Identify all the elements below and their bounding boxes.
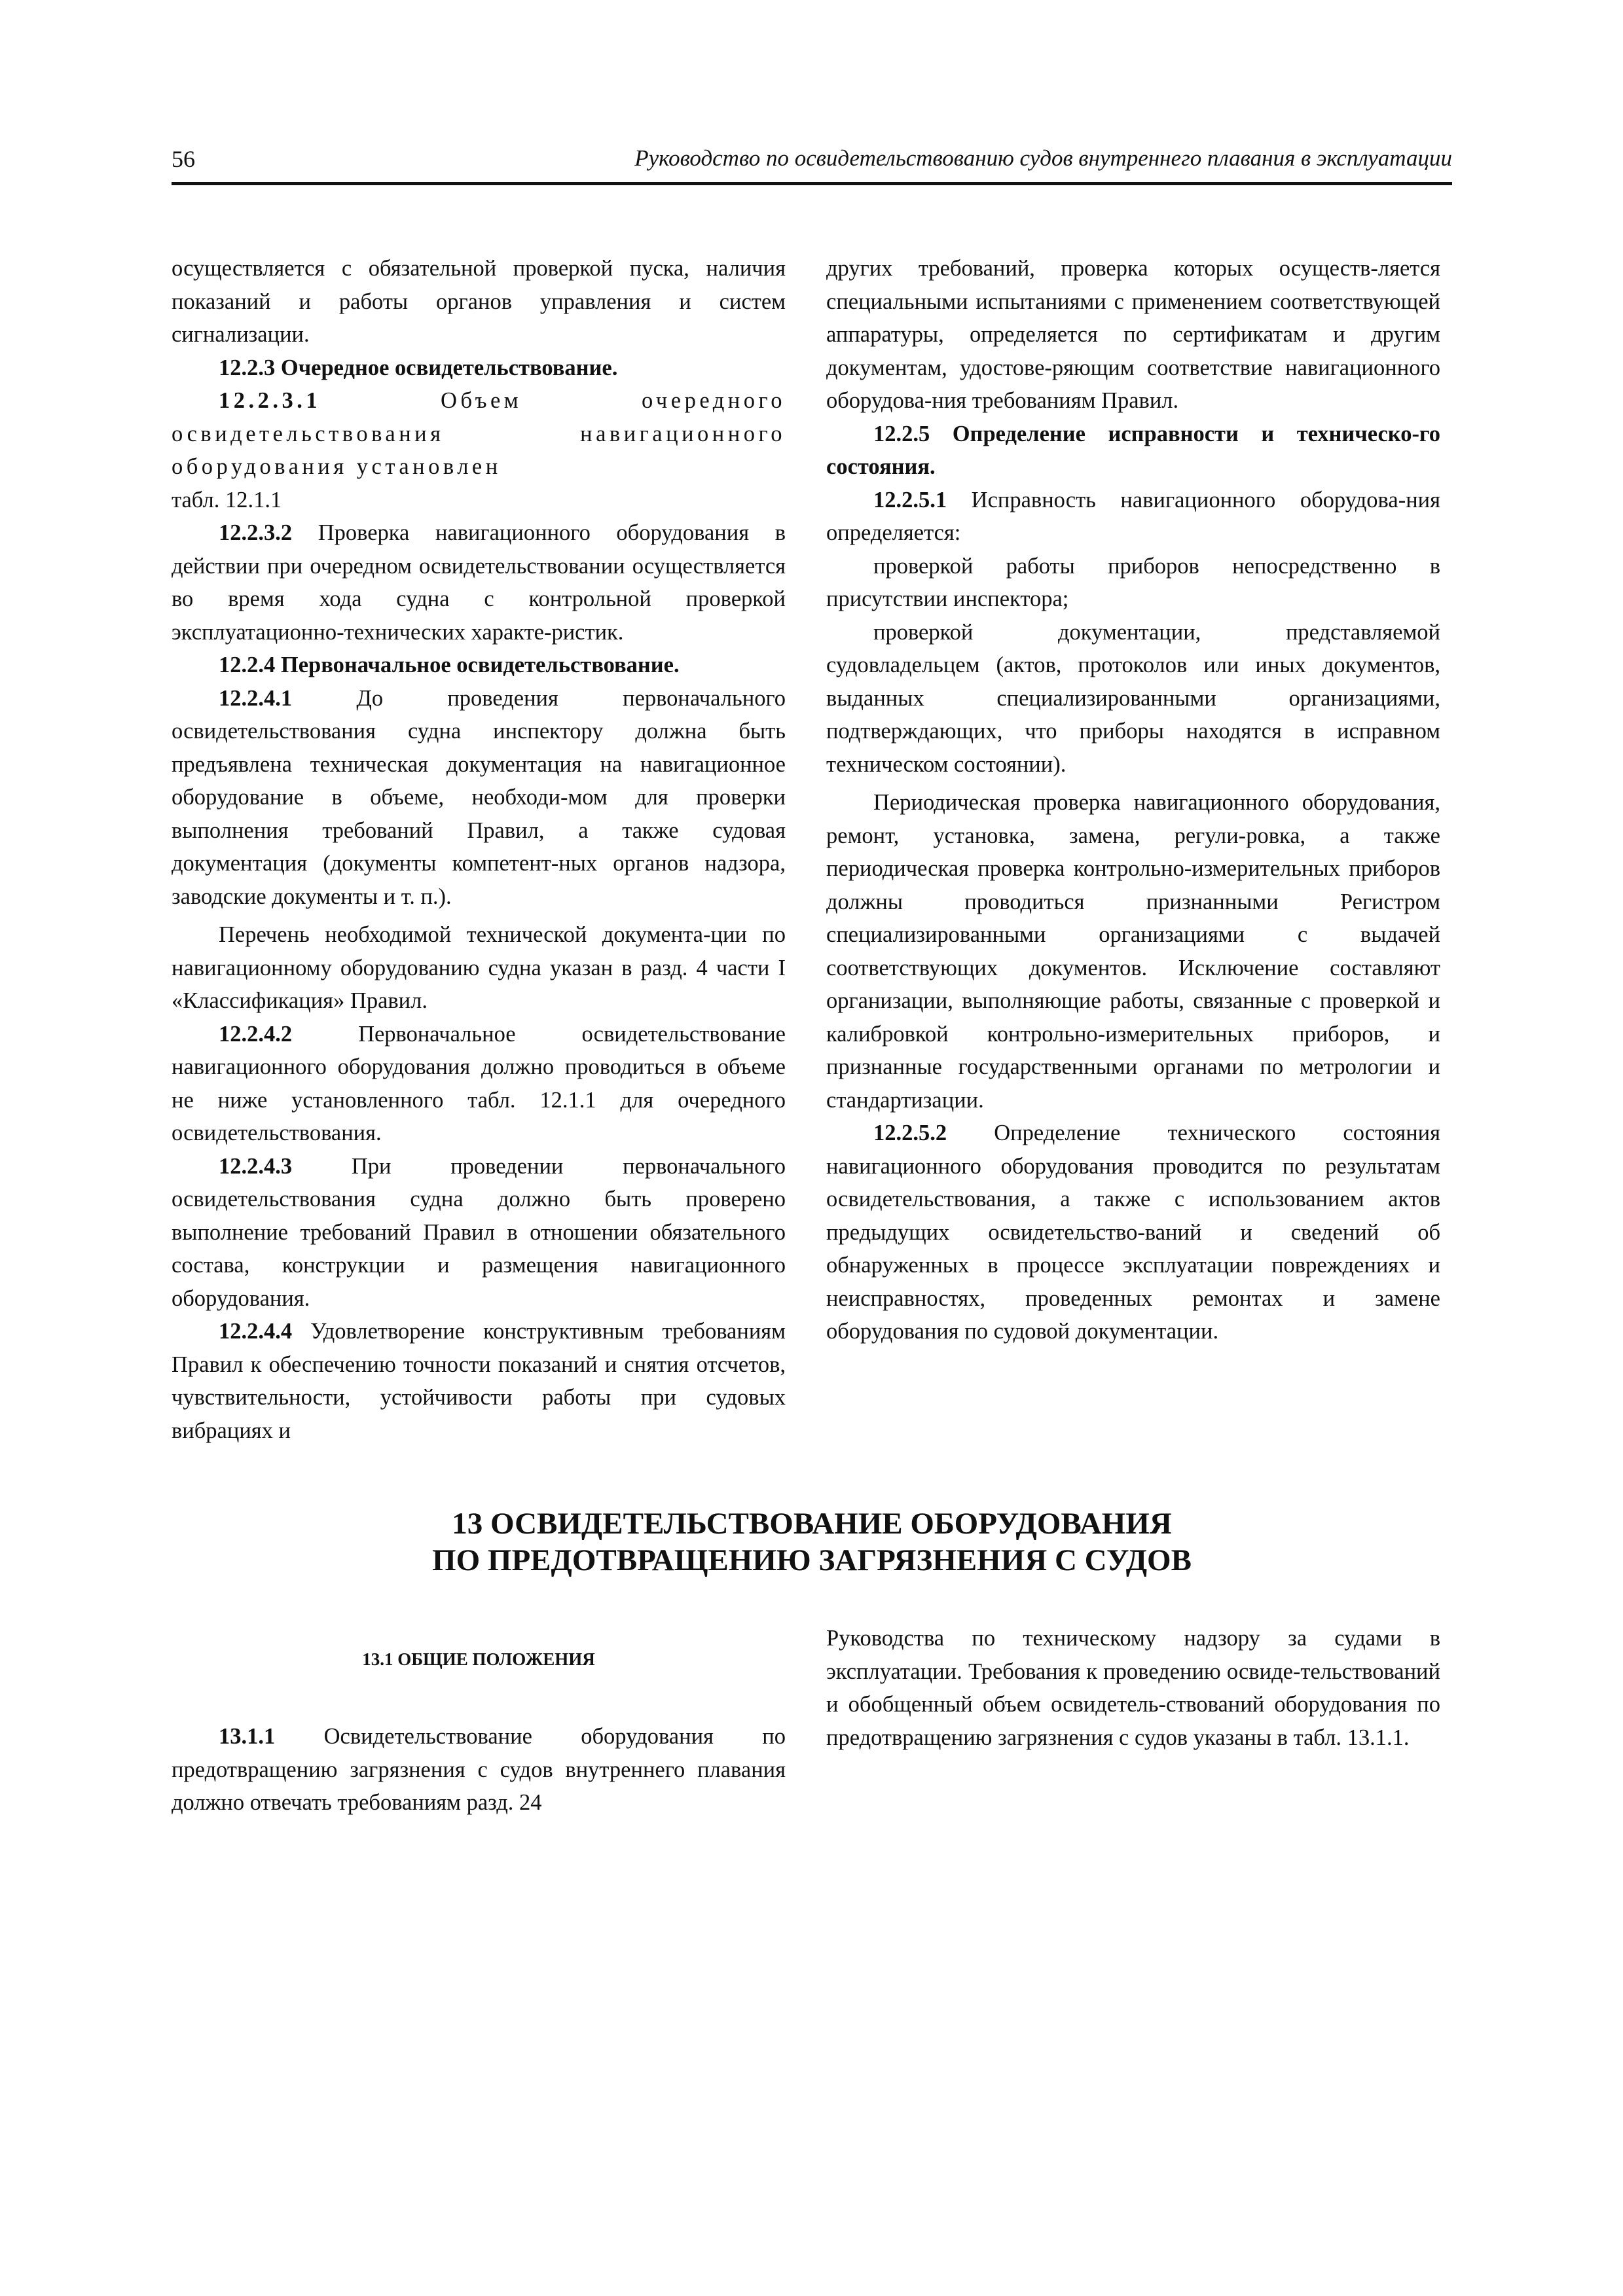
section-title-line: 13 ОСВИДЕТЕЛЬСТВОВАНИЕ ОБОРУДОВАНИЯ xyxy=(452,1507,1172,1541)
clause-number: 12.2.4.1 xyxy=(219,685,293,711)
page-header xyxy=(172,143,1452,185)
section-13-title xyxy=(172,1505,1452,1579)
section-title-line: ПО ПРЕДОТВРАЩЕНИЮ ЗАГРЯЗНЕНИЯ С СУДОВ xyxy=(432,1543,1192,1577)
page-number: 56 xyxy=(172,146,195,172)
clause-text: При проведении первоначального освидетельствования судна должно быть проверено выполнение требований Правил в отношении обязательного состава, конструкции и размещения навигационного оборудования. xyxy=(172,1153,786,1311)
right-column xyxy=(826,252,1440,1348)
clause-number: 12.2.5.2 xyxy=(873,1121,947,1145)
paragraph: других требований, проверка которых осуществ-ляется специальными испытаниями с применением соответствующей аппаратуры, определяется по сертификатам и другим документам, удостове-ряющим соответствие навигационного оборудова-ния требованиям Правил. xyxy=(826,256,1440,413)
paragraph: проверкой документации, представляемой судовладельцем (актов, протоколов или иных документов, выданных специализированными организациями, подтверждающих, что приборы находятся в исправном техническом состоянии). xyxy=(826,619,1440,777)
clause-number: 12.2.3.1 xyxy=(219,388,321,413)
clause-text: Объем очередного освидетельствования навигационного оборудования установлен xyxy=(172,388,786,479)
paragraph: проверкой работы приборов непосредственно в присутствии инспектора; xyxy=(826,553,1440,611)
clause-text: Определение технического состояния навигационного оборудования проводится по результатам освидетельствования, а также с использованием актов предыдущих освидетельство-ваний и сведений об обнаруженных в процессе эксплуатации повреждениях и неисправностях, проведенных ремонтах и замене оборудования по судовой документации. xyxy=(826,1121,1440,1344)
running-title: Руководство по освидетельствованию судов внутреннего плавания в эксплуатации xyxy=(634,145,1452,171)
clause-number: 13.1.1 xyxy=(219,1724,276,1749)
clause-number: 12.2.5.1 xyxy=(873,487,947,512)
clause-text: Первоначальное освидетельствование навигационного оборудования должно проводиться в объеме не ниже установленного табл. 12.1.1 для очередного освидетельствования. xyxy=(172,1021,786,1145)
paragraph: Руководства по техническому надзору за судами в эксплуатации. Требования к проведению освиде-тельствований и обобщенный объем освидетель-ствований оборудования по предотвращению загрязнения с судов указаны в табл. 13.1.1. xyxy=(826,1626,1440,1750)
clause-number: 12.2.4.4 xyxy=(219,1319,293,1344)
paragraph-12-2-4-4 xyxy=(172,1315,786,1447)
heading-text: 12.2.3 Очередное освидетельствование. xyxy=(219,355,618,380)
subsection-13-1-title: 13.1 ОБЩИЕ ПОЛОЖЕНИЯ xyxy=(362,1649,595,1669)
paragraph-12-2-4-2 xyxy=(172,1018,786,1150)
paragraph: Периодическая проверка навигационного оборудования, ремонт, установка, замена, регули-ровка, а также периодическая проверка контрольно-измерительных приборов должны проводиться признанными Регистром специализированными организациями с выдачей соответствующих документов. Исключение составляют организации, выполняющие работы, связанные с проверкой и калибровкой контрольно-измерительных приборов, и признанные государственными органами по метрологии и стандартизации. xyxy=(826,790,1440,1113)
heading-12-2-5 xyxy=(826,418,1440,484)
paragraph-12-2-3-2 xyxy=(172,516,786,649)
clause-number: 12.2.4.2 xyxy=(219,1021,293,1047)
clause-text: Исправность навигационного оборудова-ния определяется: xyxy=(826,487,1440,545)
clause-text: До проведения первоначального освидетельствования судна инспектору должна быть предъявлена техническая документация на навигационное оборудование в объеме, необходи-мом для проверки выполнения требований Правил, а также судовая документация (документы компетент-ных органов надзора, заводские документы и т. п.). xyxy=(172,685,786,909)
paragraph-12-2-5-2 xyxy=(826,1117,1440,1348)
paragraph: осуществляется с обязательной проверкой пуска, наличия показаний и работы органов управления и систем сигнализации. xyxy=(172,256,786,347)
paragraph-13-1-1 xyxy=(172,1720,786,1820)
clause-text: Освидетельствование оборудования по предотвращению загрязнения с судов внутреннего плавания должно отвечать требованиям разд. 24 xyxy=(172,1724,786,1815)
clause-text: Удовлетворение конструктивным требованиям Правил к обеспечению точности показаний и снятия отсчетов, чувствительности, устойчивости работы при судовых вибрациях и xyxy=(172,1319,786,1443)
heading-text: 12.2.4 Первоначальное освидетельствование. xyxy=(219,653,680,677)
left-column xyxy=(172,252,786,1447)
paragraph-12-2-4-3 xyxy=(172,1150,786,1316)
paragraph-12-2-5-1 xyxy=(826,484,1440,550)
heading-text: 12.2.5 Определение исправности и техническо-го состояния. xyxy=(826,421,1440,479)
clause-number: 12.2.4.3 xyxy=(219,1153,293,1179)
clause-number: 12.2.3.2 xyxy=(219,520,293,545)
section-13-left-column xyxy=(172,1720,786,1820)
paragraph-continuation: табл. 12.1.1 xyxy=(172,487,282,512)
heading-12-2-4 xyxy=(172,649,786,682)
heading-12-2-3 xyxy=(172,351,786,385)
paragraph-12-2-3-1 xyxy=(172,384,786,484)
paragraph: Перечень необходимой технической документа-ции по навигационному оборудованию судна указан в разд. 4 части I «Классификация» Правил. xyxy=(172,922,786,1013)
section-13-right-column xyxy=(826,1622,1440,1754)
clause-text: Проверка навигационного оборудования в действии при очередном освидетельствовании осуществляется во время хода судна с контрольной проверкой эксплуатационно-технических характе-ристик. xyxy=(172,520,786,645)
paragraph-12-2-4-1 xyxy=(172,682,786,914)
